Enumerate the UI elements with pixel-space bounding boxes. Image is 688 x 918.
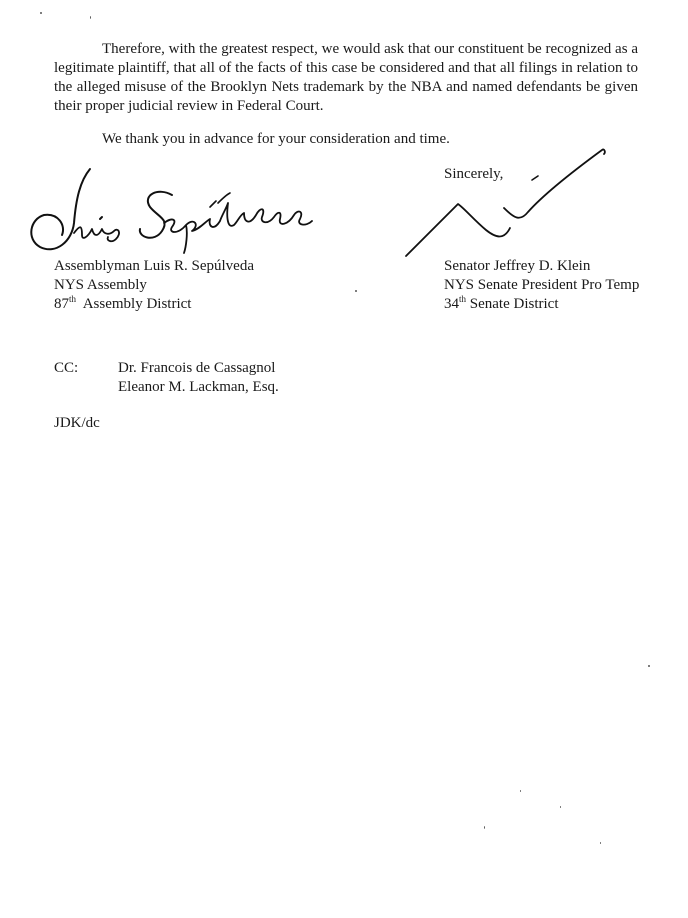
cc-recipient: Dr. Francois de Cassagnol	[118, 360, 276, 376]
cc-label: CC:	[54, 360, 79, 376]
district-suffix: th	[459, 294, 467, 304]
scan-speck	[600, 842, 601, 844]
scan-speck	[520, 790, 521, 792]
signatory-right-block	[444, 257, 684, 317]
signatory-left-block	[54, 257, 354, 317]
district-number: 87	[54, 296, 69, 312]
scan-speck	[355, 290, 357, 292]
body-paragraph-request	[54, 40, 638, 116]
scan-speck	[40, 12, 42, 14]
signatory-left-district	[54, 295, 191, 314]
signature-sepulveda	[22, 163, 322, 253]
signatory-left-body: NYS Assembly	[54, 277, 147, 293]
paragraph-request-text: Therefore, with the greatest respect, we would ask that our constituent be recognized as a legitimate plaintiff, that all of the facts of this case be considered and that all filings in relation to the alleged misuse of the Brooklyn Nets trademark by the NBA and named defendants be given their proper judicial review in Federal Court.	[54, 41, 638, 114]
district-number: 34	[444, 296, 459, 312]
scan-speck	[648, 665, 650, 667]
scan-speck	[560, 806, 561, 808]
scan-speck	[90, 16, 91, 19]
signatory-right-district	[444, 295, 559, 314]
signatory-right-name: Senator Jeffrey D. Klein	[444, 258, 591, 274]
signatory-right-title: NYS Senate President Pro Temp	[444, 277, 640, 293]
paragraph-thanks-text: We thank you in advance for your consideration and time.	[102, 131, 450, 147]
district-label: Senate District	[469, 296, 559, 312]
scan-speck	[484, 826, 485, 829]
signatory-left-name: Assemblyman Luis R. Sepúlveda	[54, 258, 254, 274]
signature-klein	[404, 148, 614, 258]
district-suffix: th	[69, 294, 77, 304]
closing-sincerely: Sincerely,	[444, 166, 504, 182]
typist-initials: JDK/dc	[54, 415, 100, 431]
cc-recipient: Eleanor M. Lackman, Esq.	[118, 379, 279, 395]
body-paragraph-thanks	[54, 130, 638, 149]
district-label: Assembly District	[82, 296, 192, 312]
